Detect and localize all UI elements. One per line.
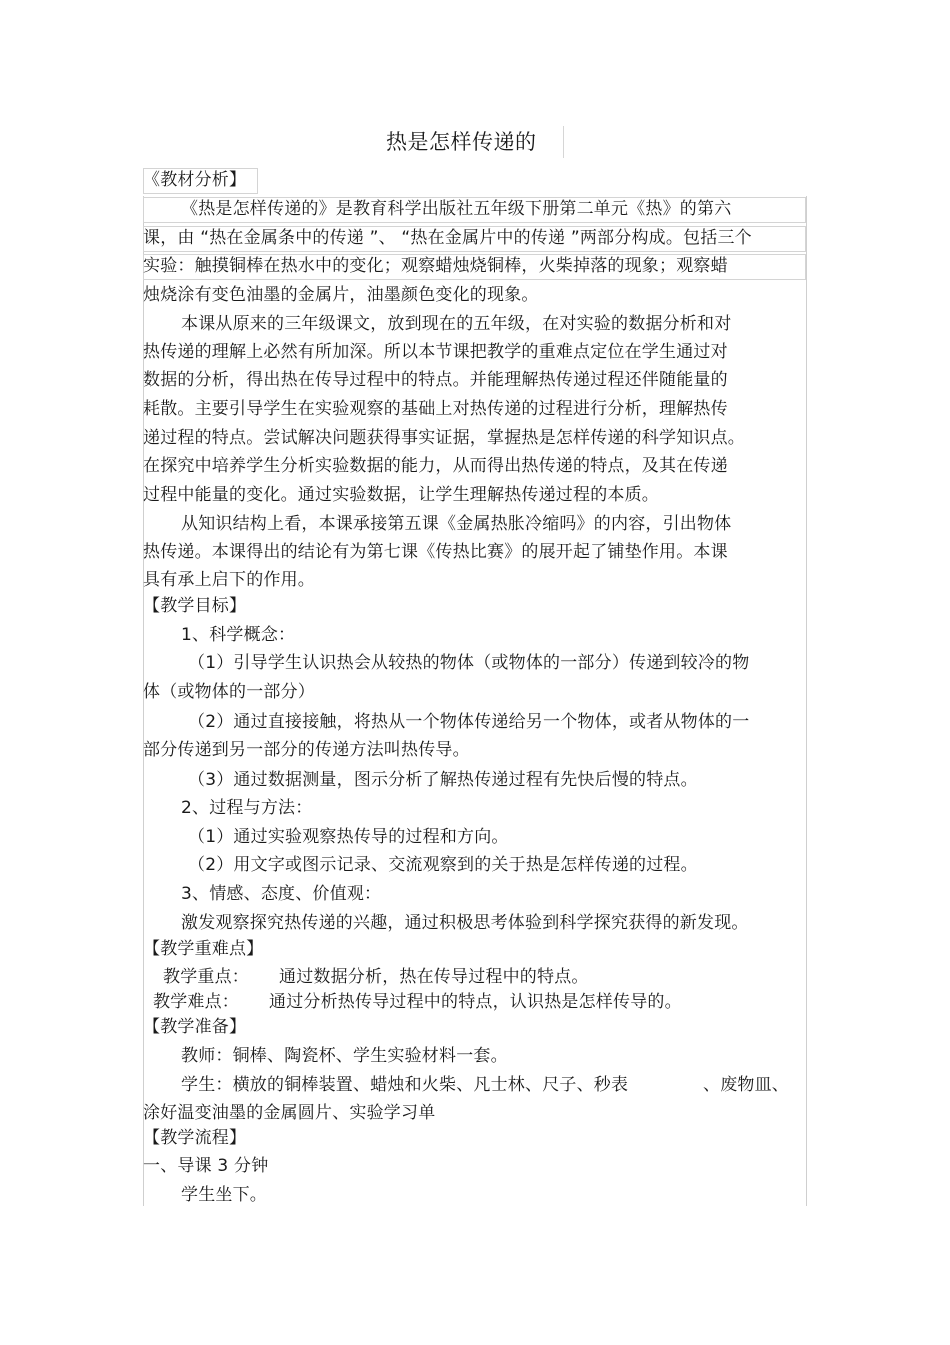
paragraph-line: 递过程的特点。尝试解决问题获得事实证据，掌握热是怎样传递的科学知识点。	[143, 428, 745, 448]
difficulty-label: 教学难点：	[153, 992, 239, 1012]
paragraph-line: 在探究中培养学生分析实验数据的能力，从而得出热传递的特点，及其在传递	[143, 456, 728, 476]
paragraph-line: 热传递的理解上必然有所加深。所以本节课把教学的重难点定位在学生通过对	[143, 342, 728, 362]
flow-step-text: 学生坐下。	[181, 1185, 267, 1205]
prep-student-cont: 涂好温变油墨的金属圆片、实验学习单	[143, 1103, 436, 1123]
paragraph-line: 课，由 “热在金属条中的传递 ”、 “热在金属片中的传递 ”两部分构成。包括三个	[143, 228, 752, 248]
prep-teacher: 教师：铜棒、陶瓷杯、学生实验材料一套。	[181, 1046, 508, 1066]
goal-subitem: （2）通过直接接触，将热从一个物体传递给另一个物体，或者从物体的一	[188, 712, 750, 732]
paragraph-line: 烛烧涂有变色油墨的金属片，油墨颜色变化的现象。	[143, 285, 539, 305]
goal-subitem-cont: 体（或物体的一部分）	[143, 682, 315, 702]
key-point-text: 通过数据分析，热在传导过程中的特点。	[279, 967, 589, 987]
flow-step: 一、导课 3 分钟	[143, 1156, 269, 1176]
goal-subitem: （2）用文字或图示记录、交流观察到的关于热是怎样传递的过程。	[188, 855, 698, 875]
goal-subitem: 激发观察探究热传递的兴趣，通过积极思考体验到科学探究获得的新发现。	[181, 913, 749, 933]
heading-preparation: 【教学准备】	[143, 1017, 247, 1037]
paragraph-line: 实验：触摸铜棒在热水中的变化；观察蜡烛烧铜棒，火柴掉落的现象；观察蜡	[143, 256, 728, 276]
paragraph-line: 《热是怎样传递的》是教育科学出版社五年级下册第二单元《热》的第六	[181, 199, 732, 219]
goal-subitem: （1）通过实验观察热传导的过程和方向。	[188, 827, 509, 847]
heading-teaching-goals: 【教学目标】	[143, 596, 247, 616]
goal-item: 1、科学概念：	[181, 625, 296, 645]
paragraph-line: 耗散。主要引导学生在实验观察的基础上对热传递的过程进行分析，理解热传	[143, 399, 728, 419]
heading-teaching-flow: 【教学流程】	[143, 1128, 247, 1148]
prep-student-tail: 、废物皿、	[703, 1075, 789, 1095]
paragraph-line: 数据的分析，得出热在传导过程中的特点。并能理解热传递过程还伴随能量的	[143, 370, 728, 390]
goal-subitem: （1）引导学生认识热会从较热的物体（或物体的一部分）传递到较冷的物	[188, 653, 750, 673]
page-title: 热是怎样传递的	[386, 130, 537, 154]
paragraph-line: 本课从原来的三年级课文，放到现在的五年级，在对实验的数据分析和对	[181, 314, 732, 334]
key-point-label: 教学重点：	[163, 967, 249, 987]
paragraph-line: 具有承上启下的作用。	[143, 570, 315, 590]
frame-right-border	[806, 196, 807, 1206]
paragraph-line: 从知识结构上看，本课承接第五课《金属热胀冷缩吗》的内容，引出物体	[181, 514, 732, 534]
difficulty-text: 通过分析热传导过程中的特点，认识热是怎样传导的。	[269, 992, 682, 1012]
paragraph-line: 过程中能量的变化。通过实验数据，让学生理解热传递过程的本质。	[143, 485, 659, 505]
prep-student: 学生：横放的铜棒装置、蜡烛和火柴、凡士林、尺子、秒表	[181, 1075, 629, 1095]
paragraph-line: 热传递。本课得出的结论有为第七课《传热比赛》的展开起了铺垫作用。本课	[143, 542, 728, 562]
goal-item: 2、过程与方法：	[181, 798, 313, 818]
goal-subitem: （3）通过数据测量，图示分析了解热传递过程有先快后慢的特点。	[188, 770, 698, 790]
goal-item: 3、情感、态度、价值观：	[181, 884, 382, 904]
heading-textbook-analysis: 《教材分析】	[143, 170, 247, 190]
heading-key-points: 【教学重难点】	[143, 939, 264, 959]
goal-subitem-cont: 部分传递到另一部分的传递方法叫热传导。	[143, 740, 470, 760]
